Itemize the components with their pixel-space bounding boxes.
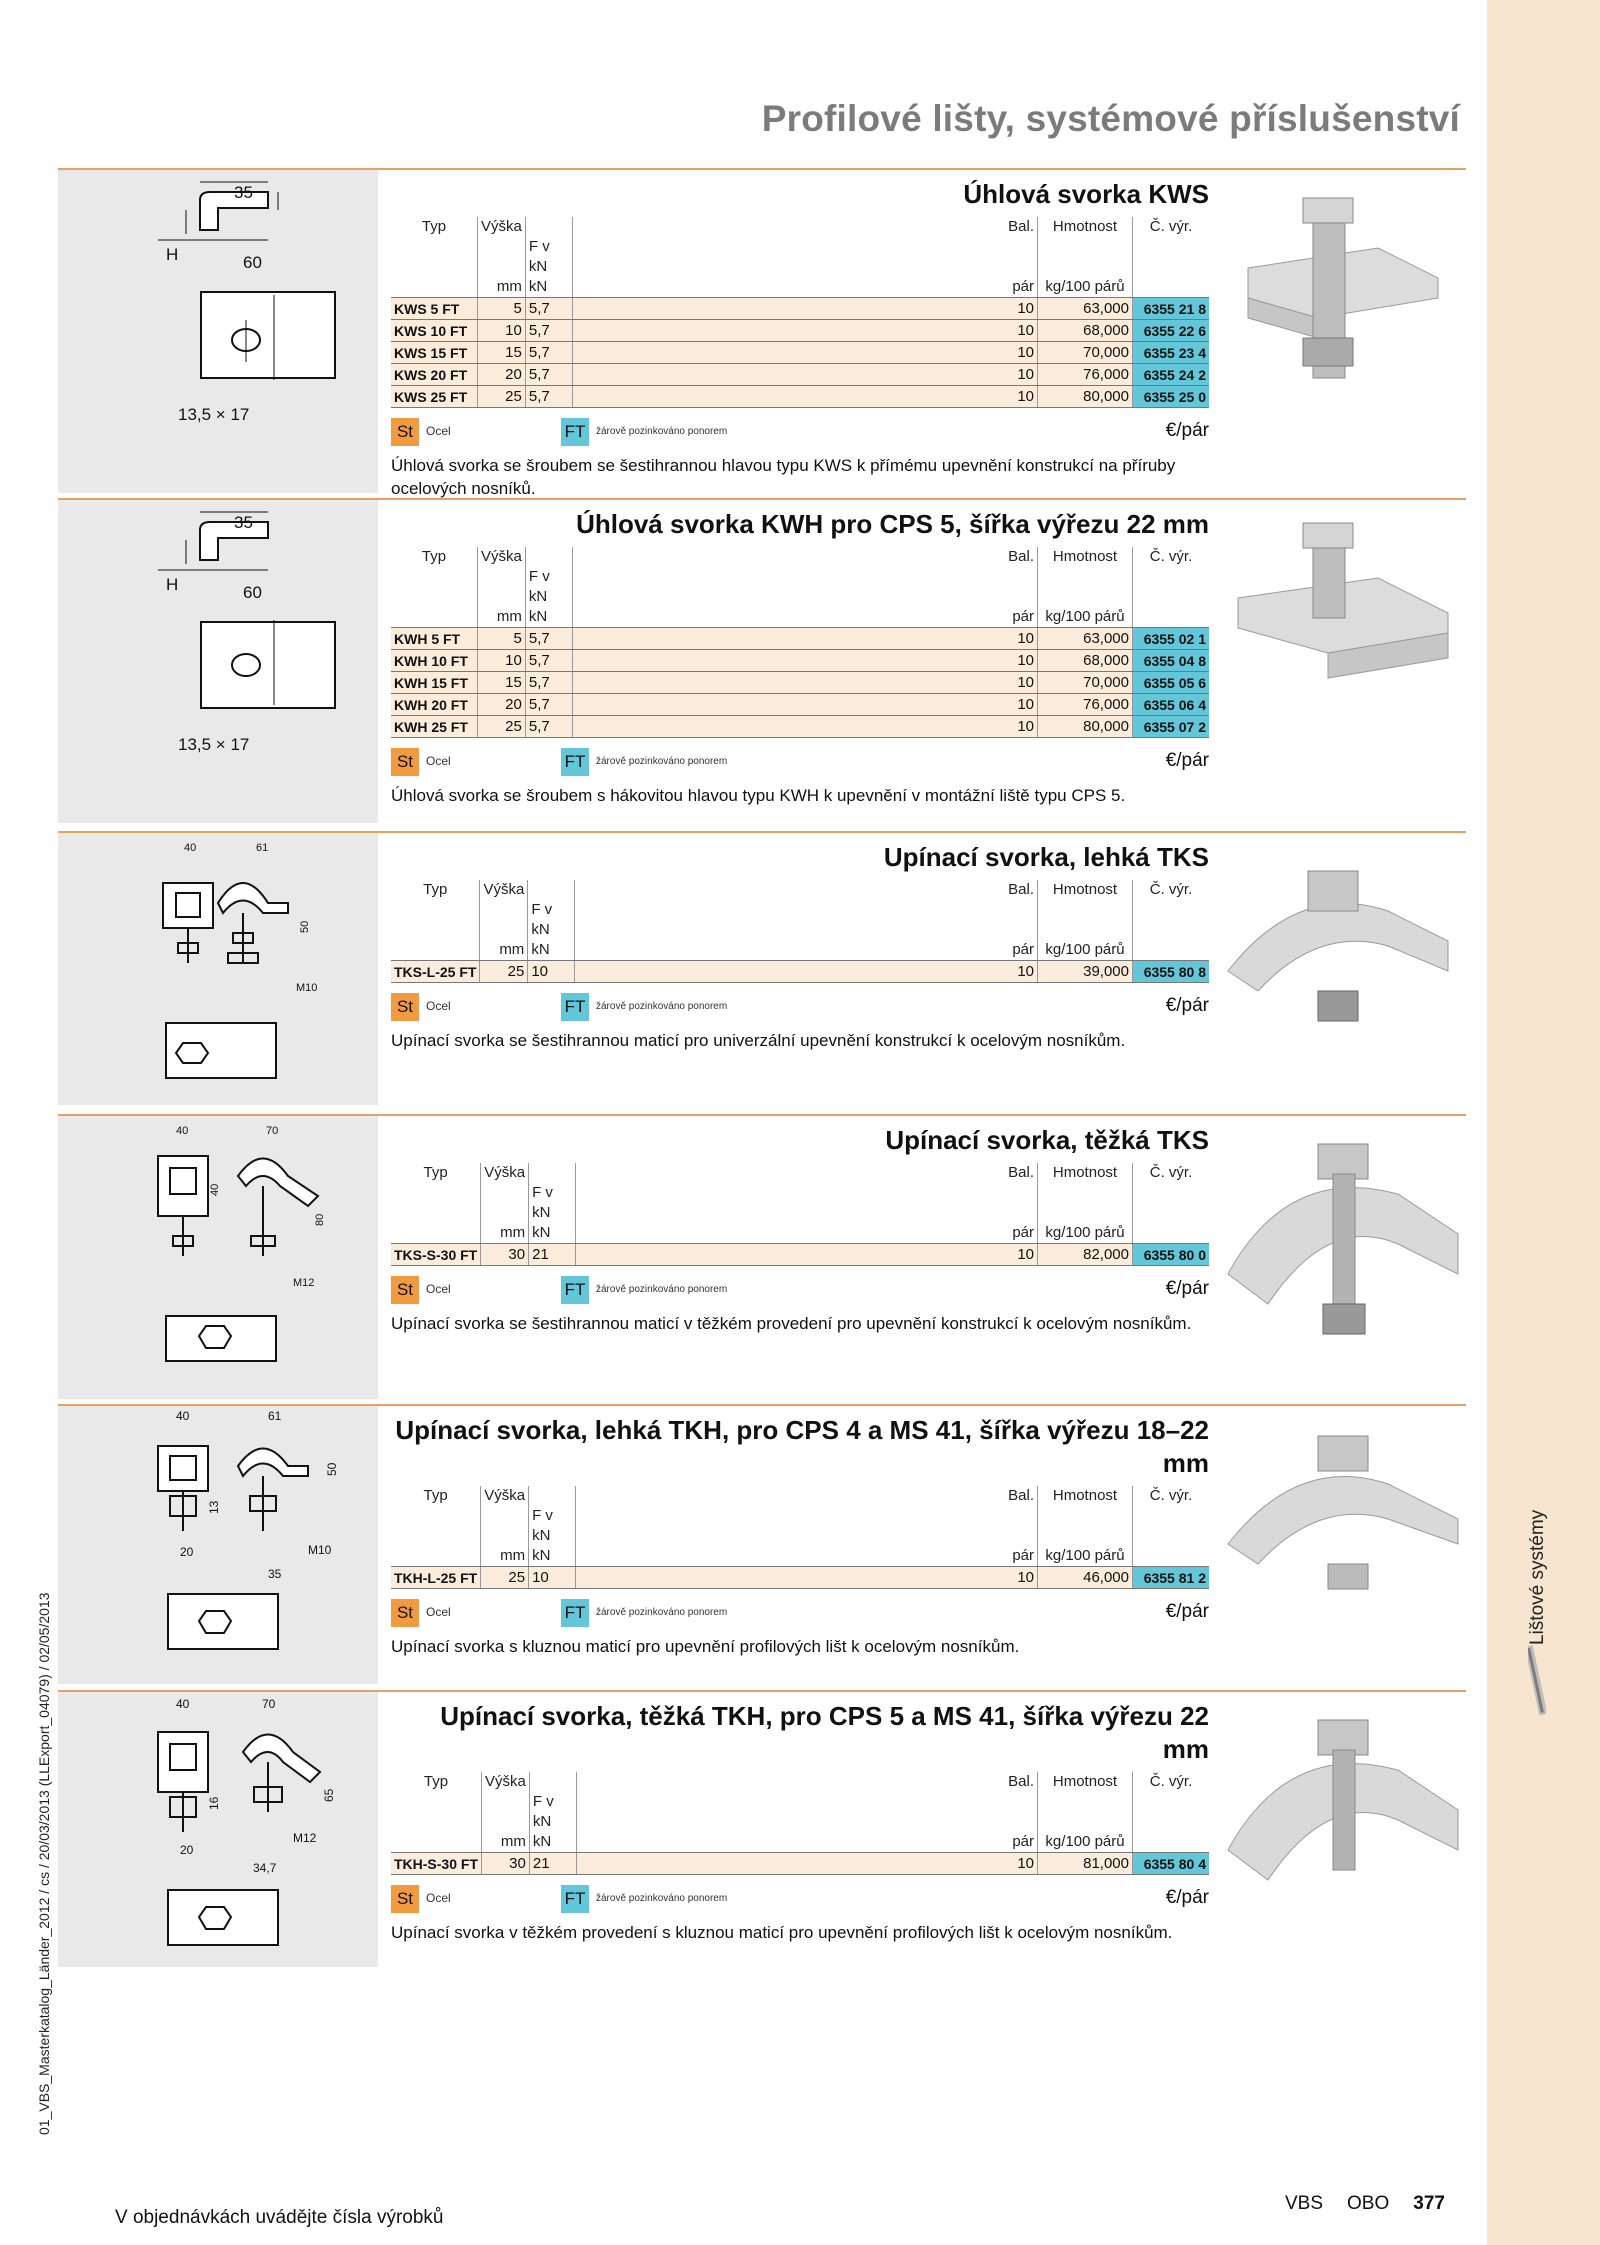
svg-text:34,7: 34,7 <box>253 1861 277 1875</box>
svg-text:13: 13 <box>207 1500 221 1514</box>
product-photo <box>1208 1710 1518 1940</box>
section-description: Upínací svorka s kluznou maticí pro upevnění profilových lišt k ocelovým nosníkům. <box>391 1637 1020 1656</box>
table-row: TKH-S-30 FT 30 21 10 81,000 6355 80 4 <box>391 1853 1209 1875</box>
svg-text:50: 50 <box>299 920 311 933</box>
table-row: KWS 20 FT 20 5,7 10 76,000 6355 24 2 <box>391 364 1209 386</box>
section-title: Upínací svorka, lehká TKH, pro CPS 4 a MS 41, šířka výřezu 18–22 mm <box>395 1415 1209 1478</box>
svg-text:70: 70 <box>262 1697 276 1711</box>
price-unit: €/pár <box>1165 420 1209 441</box>
svg-text:40: 40 <box>176 1697 190 1711</box>
product-photo <box>1208 1134 1518 1364</box>
svg-text:61: 61 <box>268 1409 282 1423</box>
product-photo <box>1208 851 1518 1051</box>
product-section-tks-heavy: 40 70 40 80 M12 Upínací svorka, těžká TKS Typ Výška Bal. Hmotnost Č. výr. F v kN mm kN pár kg/100 párů TKS-S-30 FT 30 21 10 82,000 6355 80 0 St Ocel FT žárově pozinkováno ponorem €/pár Upínací svorka se šestihrannou maticí v těžkém provedení pro upevnění konstrukcí k ocelovým nosníkům. <box>58 1114 1466 1404</box>
table-row: TKH-L-25 FT 25 10 10 46,000 6355 81 2 <box>391 1567 1209 1589</box>
dim-f: 13,5 × 17 <box>178 405 250 424</box>
print-meta: 01_VBS_Masterkatalog_Länder_2012 / cs / 20/03/2013 (LLExport_04079) / 02/05/2013 <box>36 1592 52 2135</box>
dim-a: 35 <box>234 183 253 202</box>
product-table: Typ Výška Bal. Hmotnost Č. výr. F v kN mm kN pár kg/100 párů TKS-L-25 FT 25 10 10 39,000 6355 80 8 <box>391 880 1209 983</box>
technical-drawing <box>58 170 378 493</box>
section-title: Úhlová svorka KWS <box>963 179 1209 209</box>
svg-text:20: 20 <box>180 1843 194 1857</box>
page-number: 377 <box>1413 2193 1445 2214</box>
finish-badge: FT <box>561 1276 589 1304</box>
product-photo <box>1208 188 1518 388</box>
svg-text:40: 40 <box>176 1409 190 1423</box>
table-row: KWS 25 FT 25 5,7 10 80,000 6355 25 0 <box>391 386 1209 408</box>
side-category-label: Lištové systémy <box>1527 1509 1548 1645</box>
product-photo <box>1208 518 1518 718</box>
section-description: Upínací svorka v těžkém provedení s kluznou maticí pro upevnění profilových lišt k ocelovým nosníkům. <box>391 1923 1173 1942</box>
steel-badge: St <box>391 1599 419 1627</box>
section-title: Úhlová svorka KWH pro CPS 5, šířka výřezu 22 mm <box>576 509 1209 539</box>
table-row: KWS 10 FT 10 5,7 10 68,000 6355 22 6 <box>391 320 1209 342</box>
svg-text:70: 70 <box>266 1125 279 1137</box>
section-description: Upínací svorka se šestihrannou maticí v těžkém provedení pro upevnění konstrukcí k ocelovým nosníkům. <box>391 1314 1192 1333</box>
svg-text:61: 61 <box>256 842 269 854</box>
svg-text:35: 35 <box>234 513 253 532</box>
product-photo <box>1208 1424 1518 1624</box>
page-title: Profilové lišty, systémové příslušenství <box>761 98 1460 139</box>
technical-drawing <box>58 833 378 1105</box>
svg-text:M12: M12 <box>293 1831 317 1845</box>
technical-drawing <box>58 500 378 823</box>
technical-drawing <box>58 1406 378 1684</box>
svg-text:16: 16 <box>207 1796 221 1810</box>
table-row: KWH 10 FT 10 5,7 10 68,000 6355 04 8 <box>391 650 1209 672</box>
product-section-tkh-heavy: 40 70 65 16 M12 20 34,7 Upínací svorka, těžká TKH, pro CPS 5 a MS 41, šířka výřezu 22 mm Typ Výška Bal. Hmotnost Č. výr. F v kN mm kN pár kg/100 párů TKH-S-30 FT 30 21 10 81,000 6355 80 4 St Ocel FT žárově pozinkováno ponorem €/pár Upínací svorka v těžkém provedení s kluznou maticí pro upevnění profilových lišt k ocelovým nosníkům. <box>58 1690 1466 1970</box>
svg-text:50: 50 <box>325 1462 339 1476</box>
table-row: KWH 25 FT 25 5,7 10 80,000 6355 07 2 <box>391 716 1209 738</box>
section-title: Upínací svorka, těžká TKS <box>885 1125 1209 1155</box>
table-row: KWS 15 FT 15 5,7 10 70,000 6355 23 4 <box>391 342 1209 364</box>
price-unit: €/pár <box>1165 750 1209 771</box>
section-title: Upínací svorka, těžká TKH, pro CPS 5 a MS 41, šířka výřezu 22 mm <box>440 1701 1209 1764</box>
product-section-tkh-light: 40 61 50 13 M10 20 35 Upínací svorka, lehká TKH, pro CPS 4 a MS 41, šířka výřezu 18–22 mm Typ Výška Bal. Hmotnost Č. výr. F v kN mm kN pár kg/100 párů TKH-L-25 FT 25 10 10 46,000 6355 81 2 St Ocel FT žárově pozinkováno ponorem €/pár Upínací svorka s kluznou maticí pro upevnění profilových lišt k ocelovým nosníkům. <box>58 1404 1466 1690</box>
table-row: KWH 20 FT 20 5,7 10 76,000 6355 06 4 <box>391 694 1209 716</box>
svg-text:40: 40 <box>209 1183 221 1196</box>
product-table: Typ Výška Bal. Hmotnost Č. výr. F v kN mm kN pár kg/100 párů TKS-S-30 FT 30 21 10 82,000 6355 80 0 <box>391 1163 1209 1266</box>
price-unit: €/pár <box>1165 1887 1209 1908</box>
table-row: KWH 15 FT 15 5,7 10 70,000 6355 05 6 <box>391 672 1209 694</box>
svg-text:80: 80 <box>314 1213 326 1226</box>
section-description: Úhlová svorka se šroubem s hákovitou hlavou typu KWH k upevnění v montážní liště typu CPS 5. <box>391 786 1126 805</box>
finish-badge: FT <box>561 418 589 446</box>
finish-badge: FT <box>561 993 589 1021</box>
rail-icon <box>1528 1645 1546 1715</box>
product-table: Typ Výška Bal. Hmotnost Č. výr. F v kN mm kN pár kg/100 párů TKH-L-25 FT 25 10 10 46,000 6355 81 2 <box>391 1486 1209 1589</box>
price-unit: €/pár <box>1165 1601 1209 1622</box>
svg-text:M10: M10 <box>308 1543 332 1557</box>
technical-drawing <box>58 1116 378 1399</box>
svg-text:H: H <box>166 575 179 594</box>
table-row: KWH 5 FT 5 5,7 10 63,000 6355 02 1 <box>391 628 1209 650</box>
price-unit: €/pár <box>1165 1278 1209 1299</box>
section-description: Upínací svorka se šestihrannou maticí pro univerzální upevnění konstrukcí k ocelovým nosníkům. <box>391 1031 1126 1050</box>
table-row: TKS-S-30 FT 30 21 10 82,000 6355 80 0 <box>391 1244 1209 1266</box>
product-section-kws: 35 60 H 13,5 × 17 Úhlová svorka KWS Typ Výška Bal. Hmotnost Č. výr. F v kN mm kN pár kg/100 párů KWS 5 FT 5 5,7 10 63,000 6355 21 8 KWS 10 FT 10 5,7 10 68,000 6355 22 6 KWS 15 FT 15 5,7 10 70,000 6355 23 4 KWS 20 FT 20 5,7 10 76,000 6355 24 2 KWS 25 FT 25 5,7 10 80,000 6355 25 0 St Ocel FT žárově pozinkováno ponorem €/pár Úhlová svorka se šroubem se šestihrannou hlavou typu KWS k přímému upevnění konstrukcí na příruby ocelových nosníků. <box>58 168 1466 498</box>
technical-drawing <box>58 1692 378 1967</box>
finish-badge: FT <box>561 748 589 776</box>
steel-badge: St <box>391 748 419 776</box>
product-table: Typ Výška Bal. Hmotnost Č. výr. F v kN mm kN pár kg/100 párů KWH 5 FT 5 5,7 10 63,000 6355 02 1 KWH 10 FT 10 5,7 10 68,000 6355 04 8 KWH 15 FT 15 5,7 10 70,000 6355 05 6 KWH 20 FT 20 5,7 10 76,000 6355 06 4 KWH 25 FT 25 5,7 10 80,000 6355 07 2 <box>391 547 1209 738</box>
svg-text:35: 35 <box>268 1567 282 1581</box>
product-table: Typ Výška Bal. Hmotnost Č. výr. F v kN mm kN pár kg/100 párů TKH-S-30 FT 30 21 10 81,000 6355 80 4 <box>391 1772 1209 1875</box>
table-row: KWS 5 FT 5 5,7 10 63,000 6355 21 8 <box>391 298 1209 320</box>
svg-text:40: 40 <box>176 1125 189 1137</box>
price-unit: €/pár <box>1165 995 1209 1016</box>
svg-text:M10: M10 <box>296 982 318 994</box>
steel-badge: St <box>391 1276 419 1304</box>
finish-badge: FT <box>561 1599 589 1627</box>
product-section-kwh: 35 60 H 13,5 × 17 Úhlová svorka KWH pro CPS 5, šířka výřezu 22 mm Typ Výška Bal. Hmotnost Č. výr. F v kN mm kN pár kg/100 párů KWH 5 FT 5 5,7 10 63,000 6355 02 1 KWH 10 FT 10 5,7 10 68,000 6355 04 8 KWH 15 FT 15 5,7 10 70,000 6355 05 6 KWH 20 FT 20 5,7 10 76,000 6355 06 4 KWH 25 FT 25 5,7 10 80,000 6355 07 2 St Ocel FT žárově pozinkováno ponorem €/pár Úhlová svorka se šroubem s hákovitou hlavou typu KWH k upevnění v montážní liště typu CPS 5. <box>58 498 1466 831</box>
svg-text:65: 65 <box>322 1788 336 1802</box>
svg-text:60: 60 <box>243 583 262 602</box>
product-table: Typ Výška Bal. Hmotnost Č. výr. F v kN mm kN pár kg/100 párů KWS 5 FT 5 5,7 10 63,000 6355 21 8 KWS 10 FT 10 5,7 10 68,000 6355 22 6 KWS 15 FT 15 5,7 10 70,000 6355 23 4 KWS 20 FT 20 5,7 10 76,000 6355 24 2 KWS 25 FT 25 5,7 10 80,000 6355 25 0 <box>391 217 1209 408</box>
svg-text:M12: M12 <box>293 1277 315 1289</box>
steel-badge: St <box>391 993 419 1021</box>
svg-text:40: 40 <box>184 842 197 854</box>
svg-text:20: 20 <box>180 1545 194 1559</box>
table-row: TKS-L-25 FT 25 10 10 39,000 6355 80 8 <box>391 961 1209 983</box>
footer-note: V objednávkách uvádějte čísla výrobků <box>115 2207 444 2228</box>
dim-d: H <box>166 245 179 264</box>
finish-badge: FT <box>561 1885 589 1913</box>
section-title: Upínací svorka, lehká TKS <box>883 842 1209 872</box>
product-section-tks-light: 40 61 50 M10 Upínací svorka, lehká TKS Typ Výška Bal. Hmotnost Č. výr. F v kN mm kN pár kg/100 párů TKS-L-25 FT 25 10 10 39,000 6355 80 8 St Ocel FT žárově pozinkováno ponorem €/pár Upínací svorka se šestihrannou maticí pro univerzální upevnění konstrukcí k ocelovým nosníkům. <box>58 831 1466 1114</box>
section-description: Úhlová svorka se šroubem se šestihrannou hlavou typu KWS k přímému upevnění konstrukcí na příruby ocelových nosníků. <box>391 456 1176 498</box>
dim-b: 60 <box>243 253 262 272</box>
footer-brand: VBS OBO 377 <box>1285 2193 1445 2214</box>
steel-badge: St <box>391 1885 419 1913</box>
svg-text:13,5 × 17: 13,5 × 17 <box>178 735 250 754</box>
steel-badge: St <box>391 418 419 446</box>
